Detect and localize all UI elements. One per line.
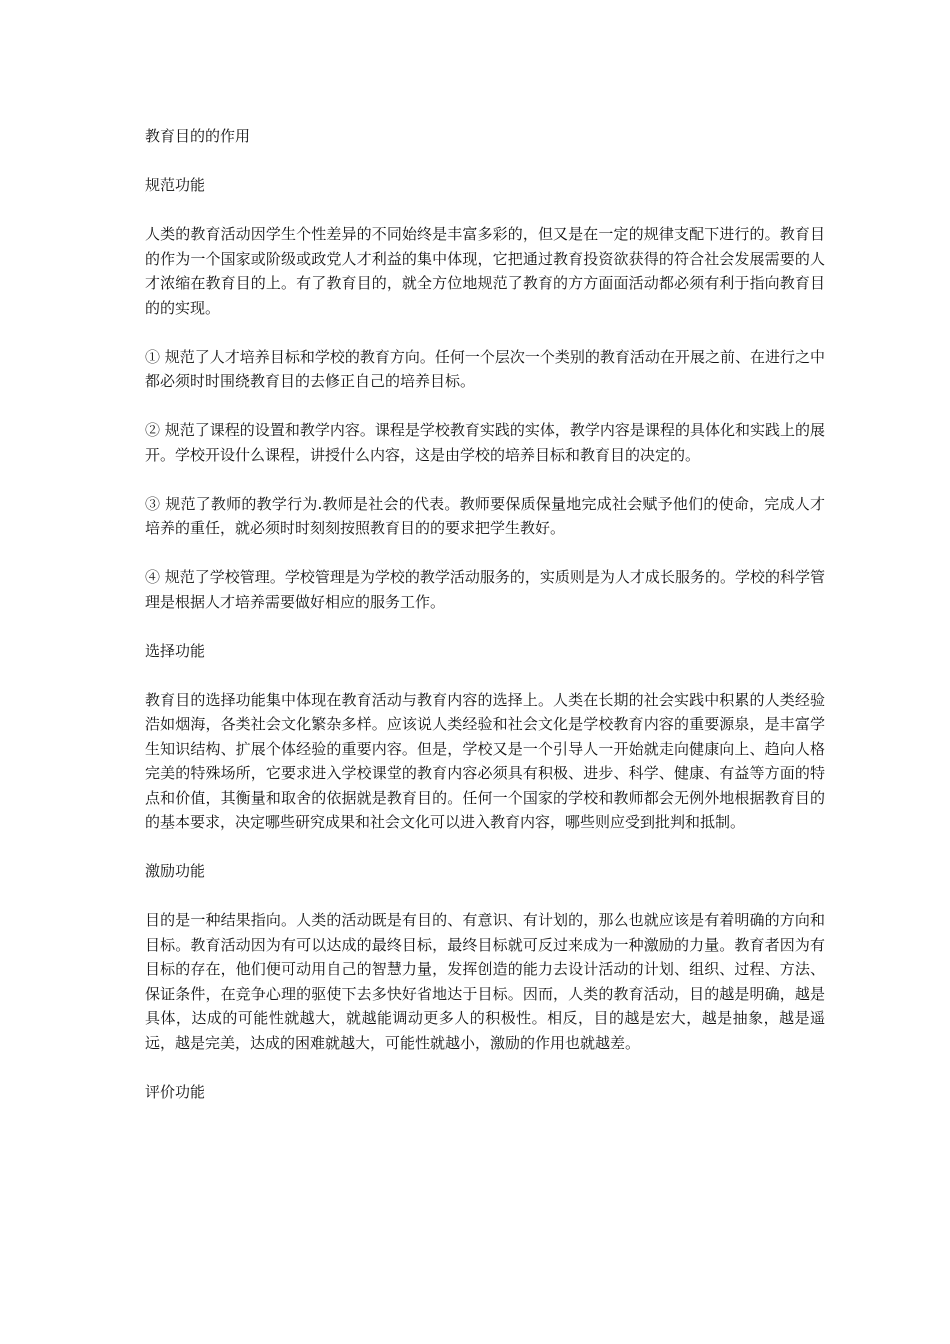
section-heading: 规范功能 — [145, 176, 206, 194]
document-title: 教育目的的作用 — [145, 127, 251, 145]
document-page — [145, 124, 825, 1129]
paragraph: 目的是一种结果指向。人类的活动既是有目的、有意识、有计划的，那么也就应该是有着明确的方向和目标。教育活动因为有可以达成的最终目标，最终目标就可反过来成为一种激励的力量。教育者因为有目标的存在，他们便可动用自己的智慧力量，发挥创造的能力去设计活动的计划、组织、过程、方法、保证条件，在竞争心理的驱使下去多快好省地达于目标。因而，人类的教育活动，目的越是明确，越是具体，达成的可能性就越大，就越能调动更多人的积极性。相反，目的越是宏大，越是抽象，越是遥远，越是完美，达成的困难就越大，可能性就越小，激励的作用也就越差。 — [145, 911, 825, 1052]
section-heading: 激励功能 — [145, 862, 206, 880]
section-selection — [145, 639, 825, 835]
paragraph: ③ 规范了教师的教学行为.教师是社会的代表。教师要保质保量地完成社会赋予他们的使命，完成人才培养的重任，就必须时时刻刻按照教育目的的要求把学生教好。 — [145, 494, 825, 537]
paragraph: ② 规范了课程的设置和教学内容。课程是学校教育实践的实体，教学内容是课程的具体化和实践上的展开。学校开设什么课程，讲授什么内容，这是由学校的培养目标和教育目的决定的。 — [145, 421, 825, 464]
paragraph: ④ 规范了学校管理。学校管理是为学校的教学活动服务的，实质则是为人才成长服务的。学校的科学管理是根据人才培养需要做好相应的服务工作。 — [145, 568, 825, 611]
paragraph: 教育目的选择功能集中体现在教育活动与教育内容的选择上。人类在长期的社会实践中积累的人类经验浩如烟海，各类社会文化繁杂多样。应该说人类经验和社会文化是学校教育内容的重要源泉，是丰富学生知识结构、扩展个体经验的重要内容。但是，学校又是一个引导人一开始就走向健康向上、趋向人格完美的特殊场所，它要求进入学校课堂的教育内容必须具有积极、进步、科学、健康、有益等方面的特点和价值，其衡量和取舍的依据就是教育目的。任何一个国家的学校和教师都会无例外地根据教育目的的基本要求，决定哪些研究成果和社会文化可以进入教育内容，哪些则应受到批判和抵制。 — [145, 690, 825, 831]
section-evaluation — [145, 1080, 825, 1105]
paragraph: 人类的教育活动因学生个性差异的不同始终是丰富多彩的，但又是在一定的规律支配下进行的。教育目的作为一个国家或阶级或政党人才利益的集中体现，它把通过教育投资欲获得的符合社会发展需要的人才浓缩在教育目的上。有了教育目的，就全方位地规范了教育的方方面面活动都必须有利于指向教育目的的实现。 — [145, 225, 825, 317]
paragraph: ① 规范了人才培养目标和学校的教育方向。任何一个层次一个类别的教育活动在开展之前、在进行之中都必须时时围绕教育目的去修正自己的培养目标。 — [145, 347, 825, 390]
section-heading: 选择功能 — [145, 641, 206, 660]
section-heading: 评价功能 — [145, 1082, 206, 1101]
section-motivation — [145, 859, 825, 1055]
section-normative — [145, 173, 825, 614]
